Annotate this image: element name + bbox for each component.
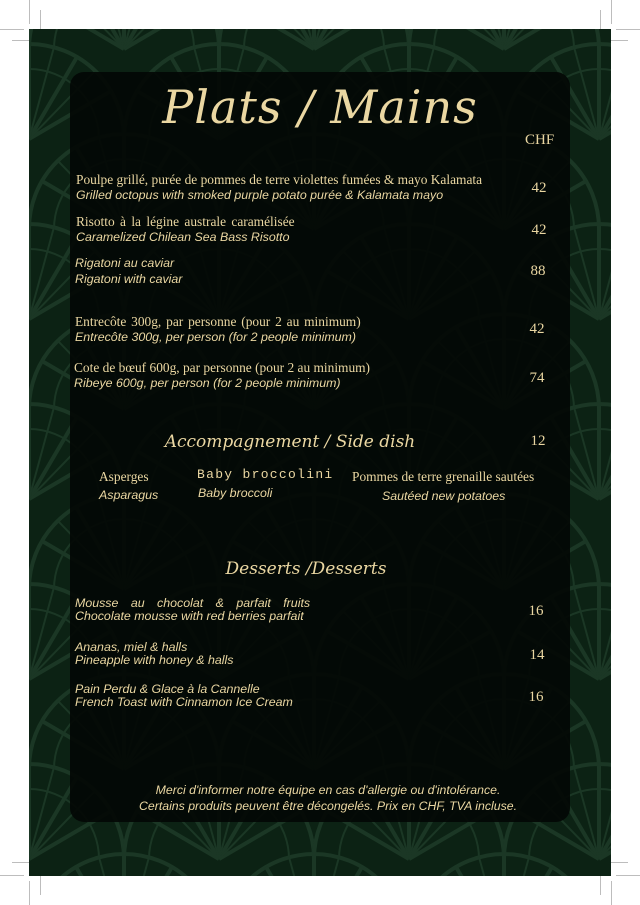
item-name-fr: Entrecôte 300g, par personne (pour 2 au minimum) [75,314,361,329]
crop-mark [610,862,628,863]
desserts-heading: Desserts /Desserts [225,559,387,579]
item-price: 42 [529,321,545,337]
crop-mark [0,875,24,876]
side-item-name-fr: Pommes de terre grenaille sautées [352,469,535,484]
item-price: 16 [528,689,544,705]
item-name-fr: Cote de bœuf 600g, par personne (pour 2 au minimum) [74,360,371,375]
item-price: 74 [529,370,545,386]
item-name-en: Caramelized Chilean Sea Bass Risotto [76,230,290,244]
crop-mark [40,875,41,895]
sides-heading: Accompagnement / Side dish [164,432,416,452]
crop-mark [600,10,601,30]
crop-mark [616,29,640,30]
item-name-en: Chocolate mousse with red berries parfait [75,609,304,623]
item-price: 16 [528,603,544,619]
menu-page [29,29,611,876]
item-name-en: Grilled octopus with smoked purple potato purée & Kalamata mayo [76,188,444,202]
allergy-notice-line: Merci d'informer notre équipe en cas d'allergie ou d'intolérance. [155,783,501,797]
item-name-fr: Poulpe grillé, purée de pommes de terre violettes fumées & mayo Kalamata [76,172,483,187]
item-name-en: Rigatoni with caviar [75,272,183,286]
crop-mark [12,40,30,41]
menu-panel [70,72,570,822]
crop-mark [610,40,628,41]
crop-mark [600,875,601,895]
allergy-notice-line: Certains produits peuvent être décongelés. Prix en CHF, TVA incluse. [139,799,517,813]
item-name-en: Entrecôte 300g, per person (for 2 people minimum) [75,330,356,344]
item-price: 42 [531,222,547,238]
crop-mark [611,881,612,905]
sides-price: 12 [530,433,546,449]
item-price: 14 [529,647,545,663]
item-name-fr: Risotto à la légine australe caramélisée [76,214,295,229]
item-name-fr: Rigatoni au caviar [75,256,175,270]
item-name-fr: Mousse au chocolat & parfait fruits [75,596,311,610]
side-item-name-en: Baby broccoli [198,486,273,500]
item-name-en: French Toast with Cinnamon Ice Cream [75,695,293,709]
item-name-en: Ribeye 600g, per person (for 2 people minimum) [74,376,341,390]
side-item-name-en: Sautéed new potatoes [382,489,506,503]
crop-mark [12,862,30,863]
item-name-fr: Ananas, miel & halls [75,640,188,654]
crop-mark [40,10,41,30]
crop-mark [611,0,612,24]
page-title: Plats / Mains [162,80,478,134]
item-name-en: Pineapple with honey & halls [75,653,234,667]
allergy-notice [78,782,578,814]
crop-mark [616,875,640,876]
crop-mark [29,0,30,24]
item-name-fr: Pain Perdu & Glace à la Cannelle [75,682,260,696]
side-item-name-fr: Asperges [99,469,149,484]
item-price: 42 [531,180,547,196]
side-item-name-en: Asparagus [99,488,159,502]
currency-header: CHF [525,132,555,148]
side-item-name-fr: Baby broccolini [197,467,334,482]
item-price: 88 [530,263,546,279]
crop-mark [29,881,30,905]
crop-mark [0,29,24,30]
